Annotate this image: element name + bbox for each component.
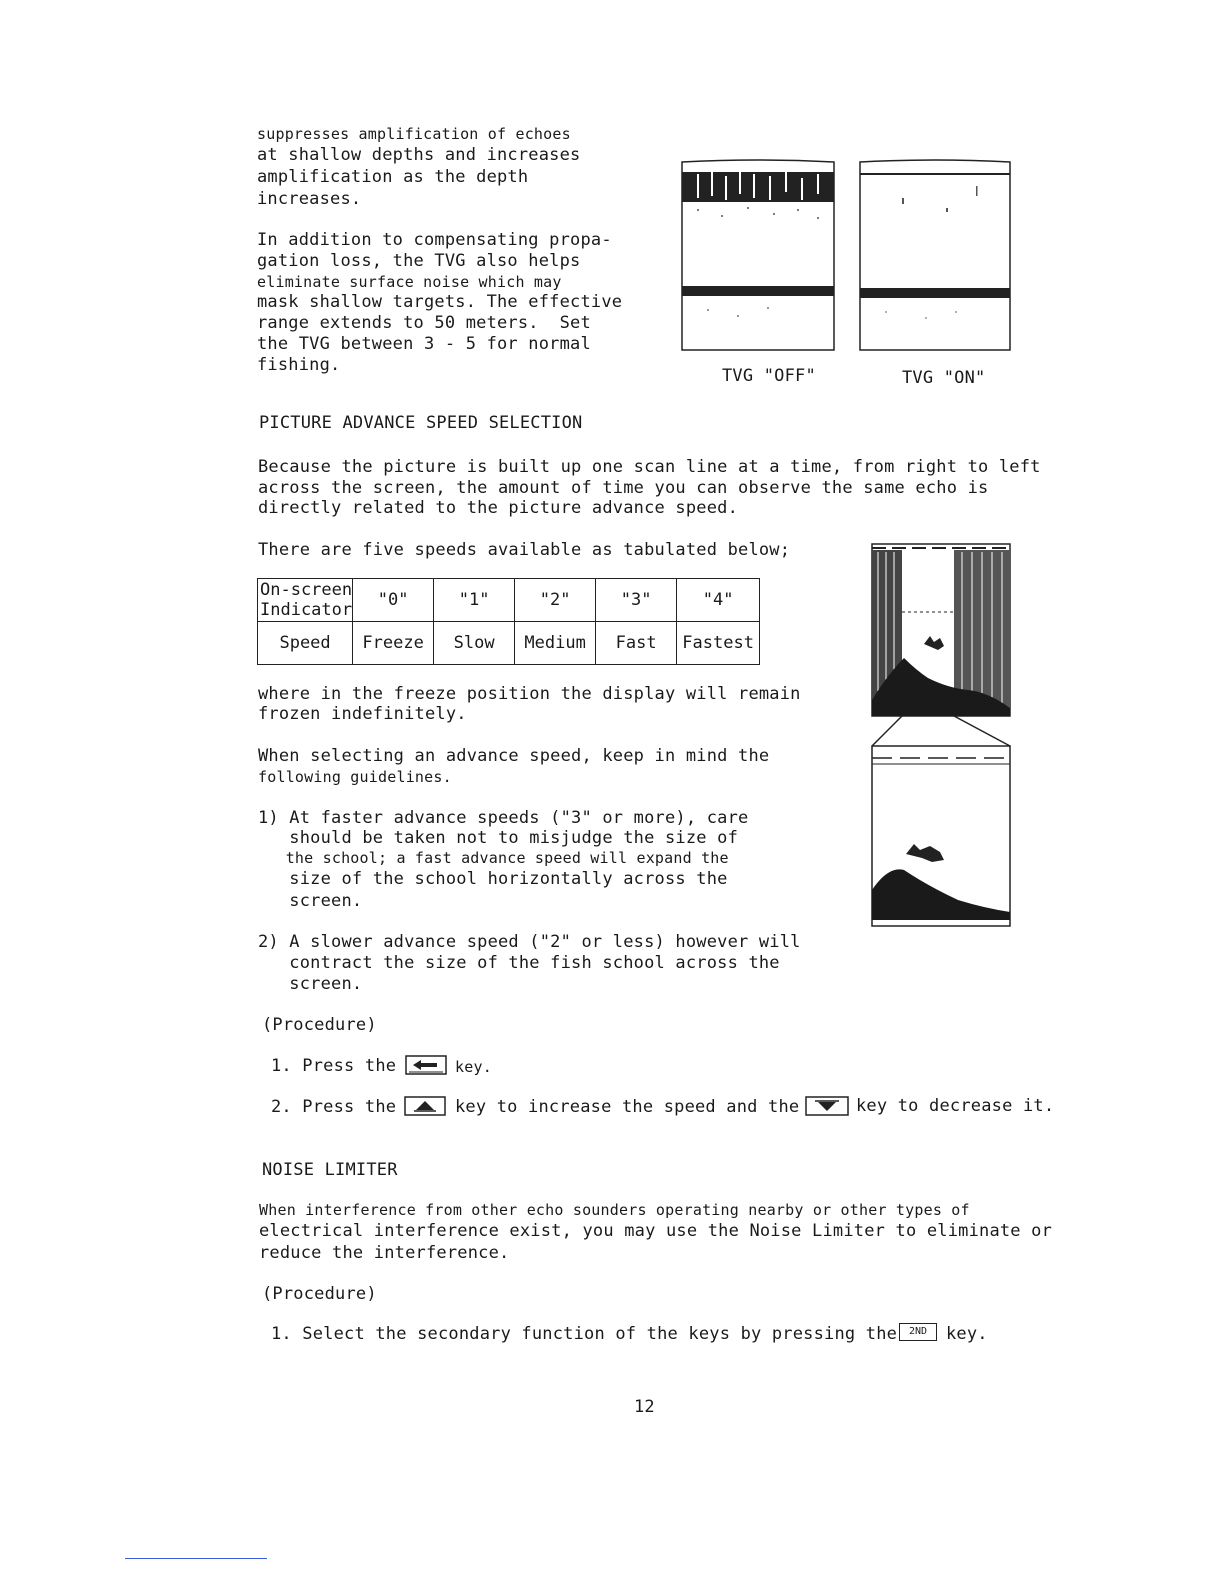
footer-rule — [125, 1558, 267, 1559]
indicator-1: "1" — [434, 579, 515, 622]
speed-table-row-speed — [258, 622, 760, 665]
guideline1-line-3: the school; a fast advance speed will expand the — [258, 849, 729, 867]
tvg-line-1: suppresses amplification of echoes — [257, 125, 571, 143]
tvg-line-2: at shallow depths and increases — [257, 145, 581, 165]
page-number: 12 — [634, 1397, 655, 1417]
mode-key[interactable] — [405, 1055, 449, 1077]
guideline1-line-2: should be taken not to misjudge the size of — [258, 828, 739, 848]
noise-limiter-heading: NOISE LIMITER — [262, 1160, 398, 1180]
tvg-para2-line-7: fishing. — [257, 355, 341, 375]
up-arrow-icon — [414, 1101, 436, 1111]
speed-0: Freeze — [353, 622, 434, 665]
step1-text-a: 1. Press the — [271, 1056, 397, 1076]
speed-2: Medium — [515, 622, 596, 665]
guideline1-line-1: 1) At faster advance speeds ("3" or more), care — [258, 808, 749, 828]
guidelines-intro-1: When selecting an advance speed, keep in mind the — [258, 746, 770, 766]
guidelines-intro-2: following guidelines. — [258, 768, 452, 786]
guideline2-line-2: contract the size of the fish school across the — [258, 953, 780, 973]
down-key[interactable] — [805, 1096, 851, 1118]
indicator-label-b: Indicator — [260, 600, 353, 620]
freeze-note-2: frozen indefinitely. — [258, 704, 467, 724]
indicator-label-cell — [258, 579, 353, 622]
indicator-label-a: On-screen — [260, 580, 353, 600]
noise-step1-text-b: key. — [946, 1324, 988, 1344]
picture-advance-intro-1: Because the picture is built up one scan line at a time, from right to left — [258, 457, 1041, 477]
step2-text-c: key to decrease it. — [856, 1096, 1055, 1116]
noise-procedure-label: (Procedure) — [262, 1284, 377, 1304]
tvg-para2-line-6: the TVG between 3 - 5 for normal — [257, 334, 591, 354]
step2-text-b: key to increase the speed and the — [455, 1097, 800, 1117]
tvg-off-echogram — [678, 158, 838, 354]
step2-text-a: 2. Press the — [271, 1097, 397, 1117]
picture-advance-intro-2: across the screen, the amount of time you can observe the same echo is — [258, 478, 989, 498]
noise-step1-text-a: 1. Select the secondary function of the keys by pressing the — [271, 1324, 898, 1344]
indicator-3: "3" — [596, 579, 677, 622]
second-function-key[interactable] — [899, 1323, 937, 1341]
tvg-on-echogram — [856, 158, 1014, 354]
tvg-para2-line-4: mask shallow targets. The effective — [257, 292, 623, 312]
tvg-para2-line-2: gation loss, the TVG also helps — [257, 251, 581, 271]
second-function-key-label: 2ND — [908, 1326, 928, 1337]
noise-limiter-body-2: electrical interference exist, you may use the Noise Limiter to eliminate or — [259, 1221, 1053, 1241]
speed-table — [257, 578, 760, 665]
picture-advance-intro-3: directly related to the picture advance speed. — [258, 498, 739, 518]
tvg-off-caption: TVG "OFF" — [722, 366, 816, 386]
noise-limiter-body-3: reduce the interference. — [259, 1243, 510, 1263]
picture-advance-heading: PICTURE ADVANCE SPEED SELECTION — [259, 413, 583, 433]
guideline2-line-3: screen. — [258, 974, 363, 994]
up-key[interactable] — [404, 1096, 448, 1118]
tvg-on-caption: TVG "ON" — [902, 368, 986, 388]
tvg-line-3: amplification as the depth — [257, 167, 529, 187]
procedure-label: (Procedure) — [262, 1015, 377, 1035]
tvg-para2-line-5: range extends to 50 meters. Set — [257, 313, 591, 333]
indicator-4: "4" — [677, 579, 760, 622]
indicator-2: "2" — [515, 579, 596, 622]
speed-3: Fast — [596, 622, 677, 665]
speed-label: Speed — [258, 622, 353, 665]
guideline1-line-4: size of the school horizontally across the — [258, 869, 728, 889]
speed-4: Fastest — [677, 622, 760, 665]
tvg-para2-line-1: In addition to compensating propa- — [257, 230, 612, 250]
speed-1: Slow — [434, 622, 515, 665]
tvg-line-4: increases. — [257, 189, 362, 209]
left-arrow-icon — [413, 1060, 437, 1070]
down-arrow-icon — [815, 1101, 839, 1111]
speed-table-row-indicator — [258, 579, 760, 622]
freeze-note-1: where in the freeze position the display will remain — [258, 684, 801, 704]
advance-speed-illustration — [868, 540, 1014, 930]
noise-limiter-body-1: When interference from other echo sounders operating nearby or other types of — [259, 1201, 970, 1219]
guideline1-line-5: screen. — [258, 891, 363, 911]
tvg-para2-line-3: eliminate surface noise which may — [257, 273, 562, 291]
indicator-0: "0" — [353, 579, 434, 622]
step1-text-b: key. — [455, 1058, 492, 1076]
guideline2-line-1: 2) A slower advance speed ("2" or less) however will — [258, 932, 801, 952]
speeds-intro: There are five speeds available as tabulated below; — [258, 540, 791, 560]
